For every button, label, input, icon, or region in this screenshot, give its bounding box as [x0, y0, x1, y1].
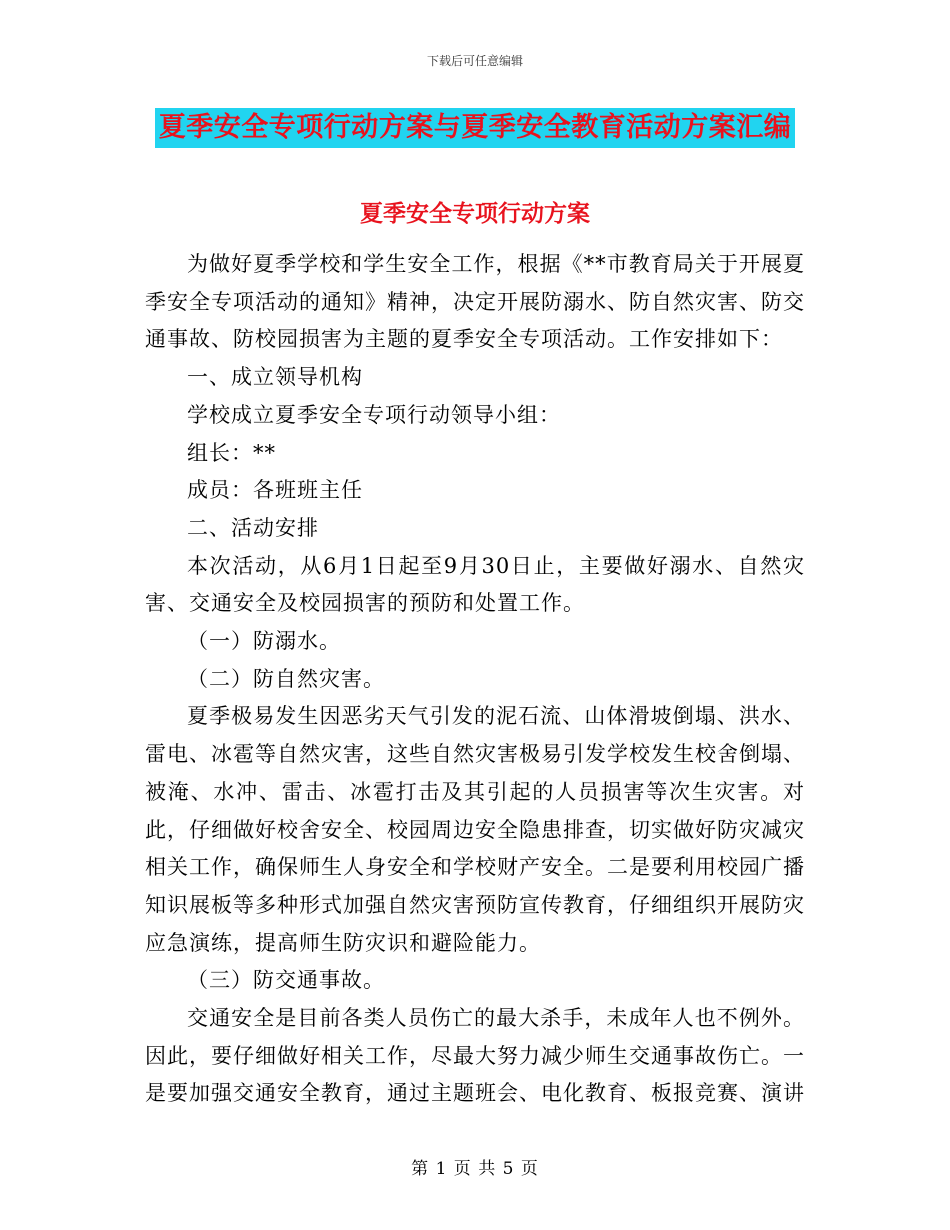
paragraph: 交通安全是目前各类人员伤亡的最大杀手，未成年人也不例外。因此，要仔细做好相关工作，尽最大努力减少师生交通事故伤亡。一是要加强交通安全教育，通过主题班会、电化教育、板报竞赛、演讲: [145, 1006, 805, 1106]
section-title: 夏季安全专项行动方案: [360, 201, 590, 227]
document-body: [145, 246, 805, 1113]
paragraph: 本次活动，从6月1日起至9月30日止，主要做好溺水、自然灾害、交通安全及校园损害的预防和处置工作。: [145, 553, 805, 616]
paragraph: （三）防交通事故。: [187, 968, 385, 993]
paragraph: 学校成立夏季安全专项行动领导小组：: [187, 402, 561, 427]
paragraph: （二）防自然灾害。: [187, 666, 385, 691]
paragraph: 组长：**: [187, 440, 276, 465]
main-title: 夏季安全专项行动方案与夏季安全教育活动方案汇编: [155, 108, 796, 148]
paragraph: 为做好夏季学校和学生安全工作，根据《**市教育局关于开展夏季安全专项活动的通知》精神，决定开展防溺水、防自然灾害、防交通事故、防校园损害为主题的夏季安全专项活动。工作安排如下：: [145, 252, 805, 352]
header-note: 下载后可任意编辑: [426, 54, 523, 68]
paragraph: 一、成立领导机构: [187, 365, 363, 390]
paragraph: （一）防溺水。: [187, 629, 341, 654]
page-footer: 第 1 页 共 5 页: [411, 1159, 539, 1179]
paragraph: 二、活动安排: [187, 515, 319, 540]
main-title-wrap: [0, 108, 950, 148]
paragraph: 成员：各班班主任: [187, 478, 363, 503]
paragraph: 夏季极易发生因恶劣天气引发的泥石流、山体滑坡倒塌、洪水、雷电、冰雹等自然灾害，这些自然灾害极易引发学校发生校舍倒塌、被淹、水冲、雷击、冰雹打击及其引起的人员损害等次生灾害。对此，仔细做好校舍安全、校园周边安全隐患排查，切实做好防灾减灾相关工作，确保师生人身安全和学校财产安全。二是要利用校园广播知识展板等多种形式加强自然灾害预防宣传教育，仔细组织开展防灾应急演练，提高师生防灾识和避险能力。: [145, 704, 805, 955]
